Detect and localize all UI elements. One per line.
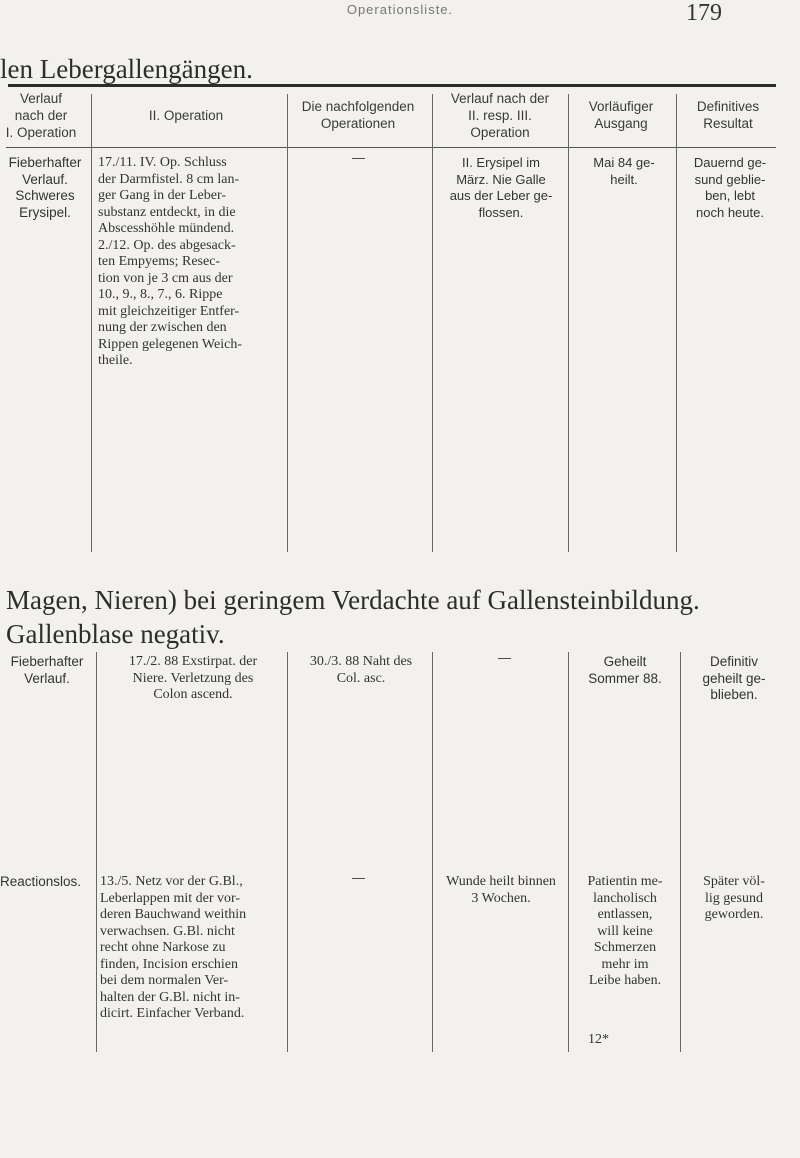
- subheading: Magen, Nieren) bei geringem Verdachte auf Gallensteinbildung. Gallenblase negativ.: [6, 585, 700, 649]
- section-title: len Lebergallengängen.: [0, 54, 253, 84]
- case3-operation: 13./5. Netz vor der G.Bl., Leberlappen mit der vor- deren Bauchwand weithin verwachsen. G.Bl. nicht recht ohne Narkose zu finden, Incision erschien bei dem normalen Ver- halten der G.Bl. nicht in- dicirt. Einfacher Verband.: [100, 874, 247, 1021]
- signature-mark: 12*: [588, 1032, 609, 1047]
- header-nachfolgende-operationen: Die nachfolgenden Operationen: [301, 99, 415, 131]
- case3-definitiv: Später völ- lig gesund geworden.: [703, 874, 765, 922]
- case2-nachfolgende: 30./3. 88 Naht des Col. asc.: [309, 654, 413, 686]
- column-divider: [432, 94, 433, 552]
- column-divider: [96, 652, 97, 1052]
- case3-verlauf: Reactionslos.: [0, 874, 82, 889]
- case2-definitiv: Definitiv geheilt ge- blieben.: [702, 654, 766, 702]
- header-vorlaeufiger-ausgang: Vorläufiger Ausgang: [588, 99, 654, 131]
- case1-definitiv: Dauernd ge- sund geblie- ben, lebt noch heute.: [693, 155, 767, 220]
- case1-verlauf2: II. Erysipel im März. Nie Galle aus der Leber ge- flossen.: [449, 155, 553, 220]
- column-divider: [432, 652, 433, 1052]
- header-verlauf: Verlauf nach der I. Operation: [5, 91, 77, 140]
- running-head: Operationsliste.: [346, 2, 454, 17]
- column-divider: [287, 652, 288, 1052]
- case1-vorlaeufig: Mai 84 ge- heilt.: [593, 155, 655, 187]
- column-divider: [91, 94, 92, 552]
- case1-verlauf: Fieberhafter Verlauf. Schweres Erysipel.: [8, 155, 82, 220]
- case3-vorlaeufig: Patientin me- lancholisch entlassen, will keine Schmerzen mehr im Leibe haben.: [587, 874, 663, 988]
- column-divider: [568, 652, 569, 1052]
- header-verlauf-nach-zweiter: Verlauf nach der II. resp. III. Operation: [450, 91, 550, 140]
- page-number: 179: [686, 0, 722, 26]
- column-divider: [287, 94, 288, 552]
- header-definitives-resultat: Definitives Resultat: [696, 99, 760, 131]
- case1-nachfolgende: —: [352, 150, 365, 165]
- case2-vorlaeufig: Geheilt Sommer 88.: [588, 654, 662, 686]
- case2-verlauf: Fieberhafter Verlauf.: [10, 654, 84, 686]
- column-divider: [676, 94, 677, 552]
- case2-operation: 17./2. 88 Exstirpat. der Niere. Verletzung des Colon ascend.: [128, 654, 258, 702]
- case3-nachfolgende: —: [352, 870, 365, 885]
- table-top-rule: [8, 84, 776, 87]
- column-divider: [680, 652, 681, 1052]
- case3-verlauf2: Wunde heilt binnen 3 Wochen.: [446, 874, 556, 906]
- header-zweite-operation: II. Operation: [148, 108, 224, 123]
- case2-verlauf2: —: [498, 650, 511, 665]
- header-rule: [6, 147, 776, 148]
- column-divider: [568, 94, 569, 552]
- case1-operation: 17./11. IV. Op. Schluss der Darmfistel. 8 cm lan- ger Gang in der Leber- substanz entdeckt, in die Abscesshöhle mündend. 2./12. Op. des abgesack- ten Empyems; Resec- tion von je 3 cm aus der 10., 9., 8., 7., 6. Rippe mit gleichzeitiger Entfer- nung der zwischen den Rippen gelegenen Weich- theile.: [98, 155, 243, 368]
